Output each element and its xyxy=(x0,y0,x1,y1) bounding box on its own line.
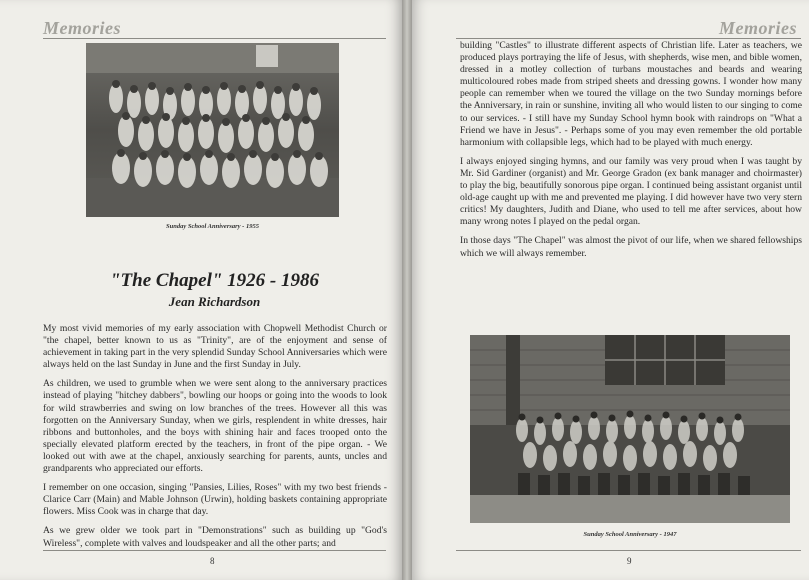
photo-1947 xyxy=(470,335,790,523)
page-number: 9 xyxy=(627,556,632,566)
photo-caption: Sunday School Anniversary - 1955 xyxy=(166,223,259,230)
footer-rule xyxy=(456,550,801,551)
photo-1955 xyxy=(86,43,339,217)
right-page xyxy=(412,0,809,580)
book-gutter xyxy=(402,0,412,580)
article-author: Jean Richardson xyxy=(168,294,261,309)
page-header: Memories xyxy=(719,18,797,38)
group-photo-image xyxy=(86,43,339,217)
paragraph: My most vivid memories of my early association with Chopwell Methodist Church or "the chapel, better known to us as "Trinity", are of the enjoyment and sense of achievement in taking part in the very splendid Sunday School Anniversaries which were always held on the last Sunday in June and the first Sunday in July. xyxy=(43,323,387,371)
paragraph: I always enjoyed singing hymns, and our family was very proud when I was taught by Mr. Sid Gardiner (organist) and Mr. George Gradon (ex bank manager and choirmaster) to play the big, beautifully sonorous pipe organ. I continued being assistant organist until old-age caught up with me and prevented me playing. I did however have two very stern critics! My daughters, Judith and Diane, who used to tell me after services, about how many wrong notes I played on the pedal organ. xyxy=(460,155,802,228)
article-title: "The Chapel" 1926 - 1986 xyxy=(110,270,319,291)
article-body-left xyxy=(43,323,387,557)
group-photo-image xyxy=(470,335,790,523)
paragraph: In those days "The Chapel" was almost the pivot of our life, when we shared fellowships which we will always remember. xyxy=(460,235,802,259)
paragraph: As children, we used to grumble when we were sent along to the anniversary practices instead of playing "hitchey dabbers", bowling our hoops or going into the woods to look for wild strawberries and swing on low branches of the trees. However all this was forgotten on the Anniversary Sunday, when we girls, resplendent in white dresses, hair ribbons and buttonholes, and the boys with shining hair and faces trooped onto the specially elevated platform erected by the teachers, in front of the pipe organ. - We looked out with awe at the chapel, anxiously searching for parents, aunts, uncles and grandparents who appreciated our efforts. xyxy=(43,378,387,475)
page-header: Memories xyxy=(43,18,121,38)
left-page xyxy=(0,0,402,580)
header-rule xyxy=(43,38,386,39)
photo-caption: Sunday School Anniversary - 1947 xyxy=(583,531,677,538)
paragraph: As we grew older we took part in "Demonstrations" such as building up "God's Wireless", complete with valves and loudspeaker and all the other parts; and xyxy=(43,525,387,549)
page-number: 8 xyxy=(210,556,215,566)
footer-rule xyxy=(43,550,386,551)
paragraph: I remember on one occasion, singing "Pansies, Lilies, Roses" with my two best friends - Clarice Carr (Main) and Mable Johnson (Urwin), holding baskets containing appropriate flowers. Miss Cook was in charge that day. xyxy=(43,482,387,518)
paragraph: building "Castles" to illustrate different aspects of Christian life. Later as teachers, we produced plays portraying the life of Jesus, with shepherds, wise men, and bible women, dressed in a motley collection of turbans moustaches and beards and wearing multicoloured robes made from striped sheets and dressing gowns. I wonder how many people can remember when we toured the village on the two Sunday mornings before the Anniversary, in rain or sunshine, inviting all who would listen to our singing to come to our services. - I still have my Sunday School hymn book with raindrops on "What a Friend we have in Jesus". - Perhaps some of you may even remember the old portable harmonium with collapsible legs, which had to be played with much energy. xyxy=(460,40,802,148)
header-rule xyxy=(456,38,801,39)
article-body-right xyxy=(460,40,802,267)
